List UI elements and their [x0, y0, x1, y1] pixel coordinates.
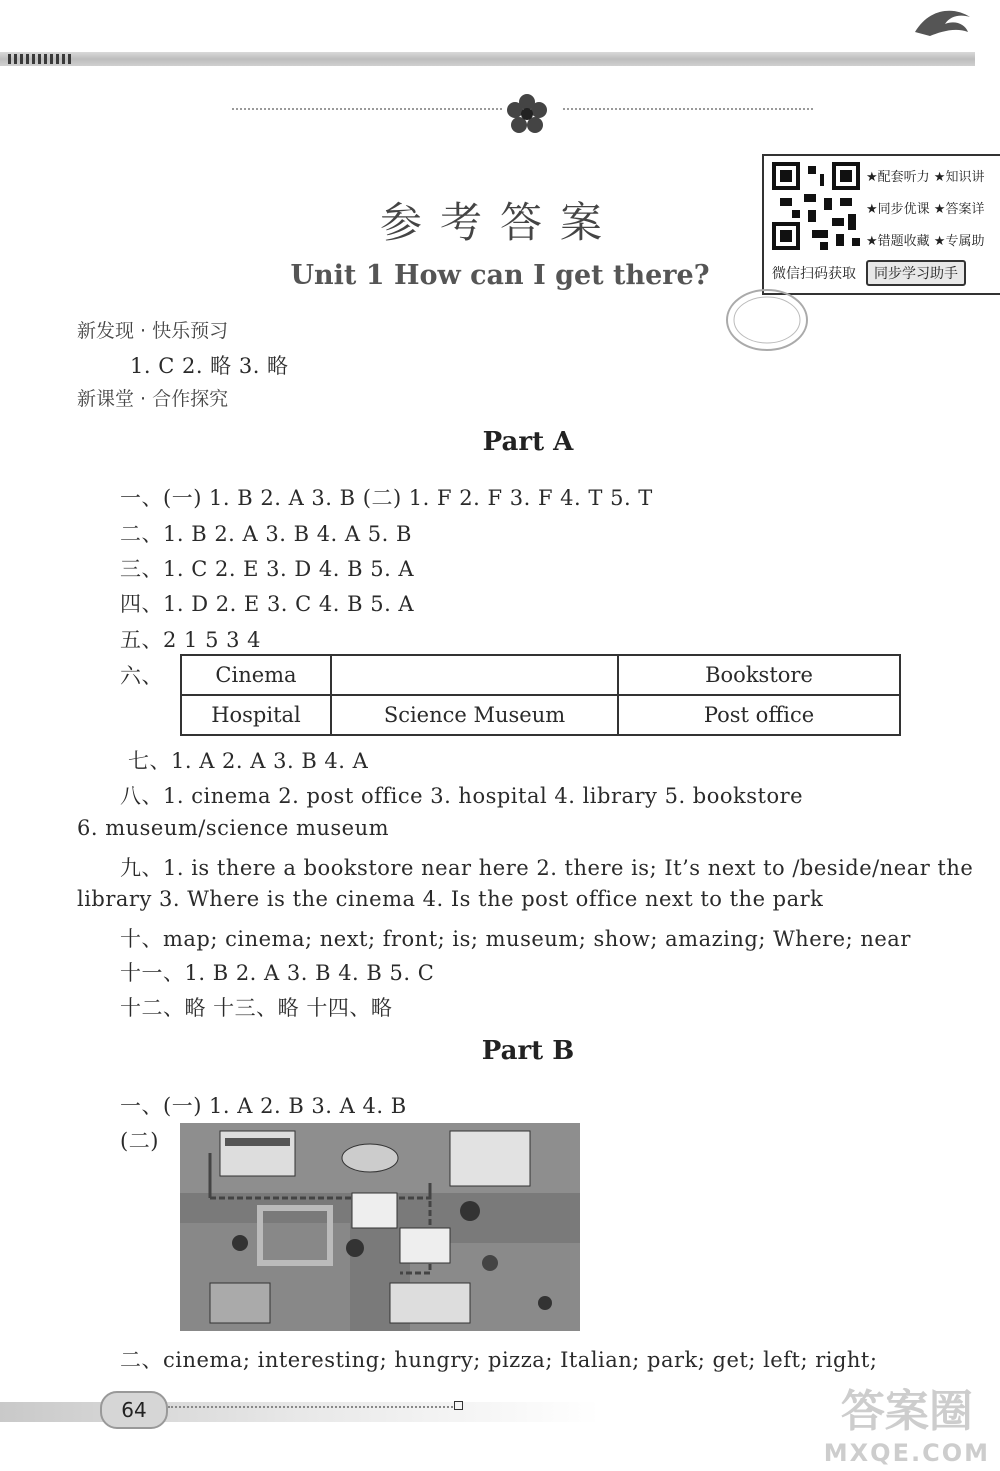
square-icon	[454, 1401, 463, 1410]
answer-line: 四、1. D 2. E 3. C 4. B 5. A	[120, 592, 415, 616]
page-number: 64	[100, 1391, 168, 1429]
assistant-button[interactable]: 同步学习助手	[866, 260, 966, 286]
map-label: (二)	[120, 1129, 159, 1153]
part-a-heading: Part A	[482, 427, 574, 457]
table-cell: Cinema	[181, 655, 331, 695]
divider-left	[232, 108, 502, 112]
answer-line: 二、cinema; interesting; hungry; pizza; Italian; park; get; left; right;	[120, 1348, 878, 1372]
qr-code-icon[interactable]	[772, 162, 860, 250]
route-map-image	[180, 1123, 580, 1331]
answer-line: 三、1. C 2. E 3. D 4. B 5. A	[120, 557, 415, 581]
table-cell: Bookstore	[618, 655, 900, 695]
qr-panel: ★配套听力 ★知识讲 ★同步优课 ★答案详 ★错题收藏 ★专属助 微信扫码获取 同步学习助手	[762, 154, 1000, 295]
stamp-seal	[722, 285, 812, 355]
answer-line: 6. museum/science museum	[77, 816, 390, 840]
table-cell: Hospital	[181, 695, 331, 735]
footer-divider	[168, 1406, 453, 1408]
answer-line: 一、(一) 1. B 2. A 3. B (二) 1. F 2. F 3. F 4. T 5. T	[120, 486, 653, 510]
table-cell: Post office	[618, 695, 900, 735]
table-row	[181, 695, 900, 735]
scan-text: 微信扫码获取	[772, 266, 856, 282]
explore-heading: 新课堂 · 合作探究	[77, 388, 229, 410]
page-title: 参考答案	[379, 198, 620, 247]
answer-line: 十一、1. B 2. A 3. B 4. B 5. C	[120, 961, 435, 985]
preview-heading: 新发现 · 快乐预习	[77, 320, 229, 342]
answer-line: 五、2 1 5 3 4	[120, 628, 262, 652]
table-cell	[331, 655, 618, 695]
flower-icon	[503, 90, 551, 138]
answer-line: library 3. Where is the cinema 4. Is the post office next to the park	[77, 887, 824, 911]
answer-line: 二、1. B 2. A 3. B 4. A 5. B	[120, 522, 412, 546]
answer-line: 一、(一) 1. A 2. B 3. A 4. B	[120, 1094, 407, 1118]
part-b-heading: Part B	[481, 1036, 575, 1066]
answer-line: 八、1. cinema 2. post office 3. hospital 4. library 5. bookstore	[120, 784, 804, 808]
answer-line: 十、map; cinema; next; front; is; museum; show; amazing; Where; near	[120, 927, 911, 951]
preview-answers: 1. C 2. 略 3. 略	[130, 354, 289, 378]
unit-title: Unit 1 How can I get there?	[290, 260, 710, 291]
divider-right	[563, 108, 813, 112]
answer-line: 九、1. is there a bookstore near here 2. there is; It’s next to /beside/near the	[120, 856, 974, 880]
watermark: 答案圈 MXQE.COM	[823, 1386, 990, 1467]
answer-line: 十二、略 十三、略 十四、略	[120, 996, 393, 1020]
swirl-ornament-icon	[910, 2, 980, 42]
table-label: 六、	[120, 664, 163, 688]
table-cell: Science Museum	[331, 695, 618, 735]
answer-line: 七、1. A 2. A 3. B 4. A	[128, 749, 369, 773]
top-banner	[0, 52, 975, 66]
answer-table	[180, 654, 901, 736]
table-row	[181, 655, 900, 695]
